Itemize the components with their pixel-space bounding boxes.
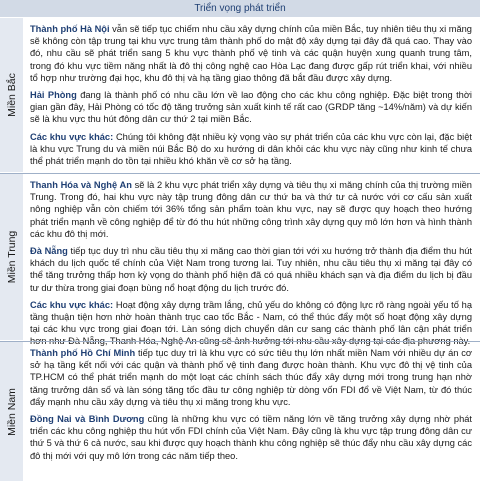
paragraph-text: vẫn sẽ tiếp tục chiếm nhu cầu xây dựng chính của miền Bắc, tuy nhiên tiêu thụ xi măng sẽ không còn tập trung tại khu vực trung tâm thành phố do mật độ xây dựng tại đây đã quá cao. Thay vào đó, nhu cầu sẽ phát triển sang 5 khu vực thành phố vệ tinh và các quận huyện xung quanh trung tâm, trong đó khu vực tiềm năng nhất là đô thị công nghệ cao Hòa Lạc đang được gấp rút triển khai, với nhiều tổ hợp như trường đại học, khu đô thị và hạ tầng giao thông đã bắt đầu được xây dựng. [30, 24, 472, 83]
paragraph-lead: Các khu vực khác: [30, 299, 114, 310]
region-section-north [0, 18, 480, 172]
paragraph-text: Hoạt động xây dựng trầm lắng, chủ yếu do không có động lực rõ ràng ngoài yếu tố hạ tầng thuận tiện hơn nhờ hoàn thành trục cao tốc Bắc - Nam, có thể thúc đẩy một số hoạt động xây dựng tại các khu vực trong giai đoạn tới. Làn sóng dịch chuyển dân cư sang các thành phố lân cận phát triển [30, 299, 472, 335]
region-section-south [0, 342, 480, 481]
paragraph-text: cũng là những khu vực có tiềm năng lớn về tăng trưởng xây dựng nhờ phát triển các khu công nghiệp thu hút vốn FDI chính của Việt Nam. Đây cũng là khu vực tập trung đông dân cư thứ 5 và thứ 6 cả nước, sau khi được quy hoạch thành khu công nghiệp sẽ thúc đẩy nhu cầu xây dựng các đô thị mới với quy mô lớn trong các năm tiếp theo. [30, 414, 472, 461]
section-header: Triển vọng phát triển [0, 0, 480, 17]
paragraph [30, 89, 472, 126]
paragraph-lead: Thành phố Hà Nội [30, 24, 110, 34]
paragraph-lead: Các khu vực khác: [30, 131, 114, 142]
paragraph [30, 131, 472, 168]
region-label: Miền Nam [5, 387, 18, 436]
paragraph-lead: Hải Phòng [30, 90, 77, 101]
region-label: Miền Bắc [5, 73, 18, 117]
region-section-central [0, 174, 480, 340]
paragraph-lead: Thành phố Hồ Chí Minh [30, 348, 136, 358]
paragraph-lead: Thanh Hóa và Nghệ An [30, 180, 132, 190]
region-label: Miền Trung [5, 230, 18, 284]
region-label-cell [0, 18, 23, 172]
paragraph-text: tiếp tục duy trì nhu cầu tiêu thụ xi măng cao thời gian tới với xu hướng trở thành địa điểm thu hút khách du lịch quốc tế chính của Việt Nam trong tương lai. Tuy nhiên, nhu cầu tiêu thụ xi măng tại đây có thể tăng trưởng thấp hơn kỳ vọng do thành phố hiện đã có quá nhiều khách sạn và địa điểm du lịch bị đầu tư dư thừa trong giai đoạn bùng nổ hoạt động du lịch trước đó. [30, 246, 472, 293]
region-content [30, 347, 472, 467]
paragraph-text: tiếp tục duy trì là khu vực có sức tiêu thụ lớn nhất miền Nam với nhiều dự án cơ sở hạ tầng kết nối với các quận và thành phố vệ tinh đang được hoàn thành. Khu vực đô thị vệ tinh của TP.HCM có thể phát triển mạnh do một loạt các chính sách thúc đẩy xây dựng mới trong trung hạn nhờ tăng trưởng dân số và làn sóng tăng tốc đầu tư công nghiệp từ dòng vốn FDI đổ về Việt Nam, từ đó thúc đẩy mạnh nhu cầu xây dựng và tiêu thụ xi măng trong khu vực. [30, 348, 473, 407]
paragraph [30, 23, 472, 84]
paragraph [30, 413, 472, 462]
paragraph [30, 179, 472, 240]
paragraph-lead: Đà Nẵng [30, 246, 68, 257]
region-label-cell [0, 342, 23, 481]
paragraph-text: Chúng tôi không đặt nhiều kỳ vọng vào sự phát triển của các khu vực còn lại, đặc biệt là khu vực Trung du và miền núi Bắc Bộ do xu hướng di dân khỏi các khu vực này cũng như kinh tế chưa thể phát triển mạnh do tồn tại nhiều khó khăn về cơ sở hạ tầng. [30, 131, 472, 167]
paragraph-text: đang là thành phố có nhu cầu lớn về lao động cho các khu công nghiệp. Đặc biệt trong thời gian gần đây, Hải Phòng có tốc độ tăng trưởng sản xuất kinh tế rất cao (GRDP tăng ~14%/năm) và dự kiến sẽ là khu vực thu hút đông dân cư thứ 2 tại miền Bắc. [30, 90, 472, 125]
paragraph [30, 245, 472, 294]
region-label-cell [0, 174, 23, 340]
region-content [30, 179, 472, 353]
region-content [30, 23, 472, 172]
paragraph [30, 347, 472, 408]
paragraph-lead: Đồng Nai và Bình Dương [30, 414, 145, 425]
paragraph-text: sẽ là 2 khu vực phát triển xây dựng và tiêu thụ xi măng chính của thị trường miền Trung. Trong đó, hai khu vực này tập trung đông dân cư thứ ba và thứ tư cả nước với cơ cấu sản xuất nông nghiệp vẫn còn chiếm tới 36% tổng sản phẩm toàn khu vực, nay sẽ được quy hoạch theo hướng phát triển mạnh về công nghiệp để từ đó thu hút những công trình xây dựng quy mô lớn hơn và hình thành các khu đô thị mới. [30, 180, 472, 239]
